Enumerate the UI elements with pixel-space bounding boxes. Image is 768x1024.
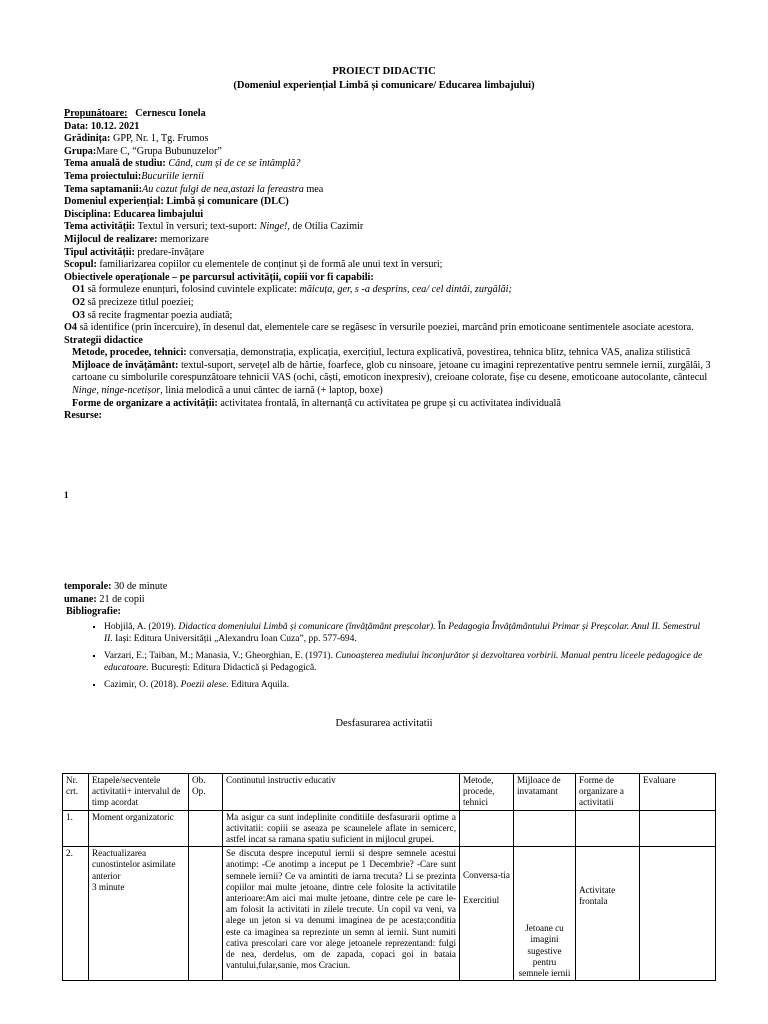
row1-nr: 1. [63, 810, 89, 847]
gradinita-value: GPP, Nr. 1, Tg. Frumos [112, 133, 209, 145]
tema-anuala-line [64, 158, 714, 171]
grupa-value: Mare C, “Grupa Bubunuzelor” [96, 145, 222, 157]
tema-activitatii-author: de Otilia Cazimir [292, 221, 364, 233]
grupa-line [64, 146, 714, 159]
objective-o3-text: să recite fragmentar poezia audiată; [87, 309, 233, 321]
propunatoare-label: Propunătoare: [64, 108, 128, 119]
bib-publisher: București: Editura Didactică și Pedagogică. [151, 663, 317, 674]
header-metode: Metode, procede, tehnici [460, 774, 514, 811]
gradinita-line [64, 133, 714, 146]
tema-saptamanii-line [64, 184, 714, 197]
bib-title: Cunoașterea mediului înconjurător și dezvoltarea vorbirii. Manual pentru liceele pedagogice de educatoare. [104, 650, 703, 674]
bibliography-item [104, 621, 704, 646]
bibliography-item [104, 679, 704, 692]
tema-saptamanii-suffix: mea [306, 183, 324, 195]
tipul-value: predare-învățare [137, 246, 205, 258]
objective-o1-text: să formuleze enunțuri, folosind cuvintele explicate: [87, 284, 297, 296]
header-continut: Continutul instructiv educativ [223, 774, 460, 811]
umane-value: 21 de copii [99, 593, 145, 605]
bib-publisher: Iași: Editura Universității „Alexandru Ioan Cuza”, pp. 577-694. [115, 634, 357, 645]
table-row [63, 847, 716, 981]
metode-line [64, 347, 714, 360]
row2-mijloace [514, 847, 576, 981]
propunatoare-line [64, 108, 714, 121]
data-line [64, 121, 714, 134]
objective-o4-text: să identifice (prin încercuire), în desenul dat, elementele care se regăsesc în versurile poeziei, marcând prin emoticoane sentimentele asociate acestora. [79, 322, 694, 334]
strategii-heading: Strategii didactice [64, 334, 143, 346]
row2-mijloace-text: Jetoane cu imagini sugestive pentru semnele iernii [518, 923, 571, 979]
resources-info [64, 581, 714, 606]
row2-metode [460, 847, 514, 981]
objective-o3 [64, 310, 714, 323]
objective-o4 [64, 322, 714, 347]
tema-proiectului-line [64, 171, 714, 184]
forme-value: activitatea frontală, în alternanță cu activitatea pe grupe și cu activitatea individuală [220, 397, 561, 409]
bibliography-heading [64, 606, 704, 619]
tema-proiectului-value: Bucuriile iernii [141, 170, 204, 182]
objective-o2 [64, 297, 714, 310]
header-info [64, 108, 714, 423]
row1-ob [189, 810, 223, 847]
row2-forme [576, 847, 640, 981]
row1-metode [460, 810, 514, 847]
mijlocul-line [64, 234, 714, 247]
mijlocul-label: Mijlocul de realizare: [64, 233, 158, 245]
row2-forme-text: Activitate frontala [579, 885, 616, 907]
grupa-label: Grupa: [64, 145, 97, 157]
row1-mijloace [514, 810, 576, 847]
row1-continut: Ma asigur ca sunt indeplinite conditiile desfasurarii optime a activitatii: copiii se aseaza pe scaunelele aflate in semicerc, astfel incat sa ramana spatiu suficient in mijlocul grupei. [223, 810, 460, 847]
mijloace-label: Mijloace de învățământ: [72, 359, 179, 371]
domeniul-value: experiențial: Limbă și comunicare (DLC) [109, 196, 289, 208]
header-etapa: Etapele/secventele activitatii+ intervalul de timp acordat [89, 774, 189, 811]
mijloace-song: Ninge, ninge-ncetișor [72, 385, 161, 397]
row2-metode-exercitiul: Exercitiul [463, 895, 500, 906]
objective-o4-code: O4 [64, 322, 78, 334]
resurse-line [64, 410, 714, 423]
scopul-line [64, 259, 714, 272]
bib-author: Varzari, E.; Taiban, M.; Manasia, V.; Gheorghian, E. (1971). [104, 650, 333, 661]
row2-etapa [89, 847, 189, 981]
forme-label: Forme de organizare a activității: [72, 397, 218, 409]
tipul-label: Tipul activității: [64, 246, 135, 258]
objective-o1 [64, 284, 714, 297]
resurse-label: Resurse: [64, 410, 102, 422]
header-mijloace: Mijloace de invatamant [514, 774, 576, 811]
bibliography-label: Bibliografie: [66, 606, 121, 617]
row1-etapa: Moment organizatoric [89, 810, 189, 847]
bibliography-item [104, 650, 704, 675]
tipul-line [64, 247, 714, 260]
umane-label: umane: [64, 593, 97, 605]
tema-activitatii-line [64, 221, 714, 234]
data-label: Data: [64, 120, 89, 132]
bib-title: Poezii alese. [180, 679, 229, 690]
tema-saptamanii-label: Tema saptamanii: [64, 183, 143, 195]
temporale-label: temporale: [64, 581, 112, 592]
bib-publisher: Editura Aquila. [231, 679, 290, 690]
bibliography [64, 606, 704, 696]
row2-ob [189, 847, 223, 981]
obiective-label: Obiectivele operaționale – pe parcursul activității, copiii vor fi capabili: [64, 271, 374, 283]
table-caption: Desfasurarea activitatii [335, 718, 433, 729]
domeniul-line [64, 196, 714, 209]
mijloace-value: textul-suport, servețel alb de hârtie, foarfece, glob cu ninsoare, jetoane cu imagini reprezentative pentru semnele iernii, zurgălăi, 3 cartoane cu simbolurile corespunzătoare tehnicii VAS (ochi, căști, emoticon inexpresiv), creioane colorate, fișe cu desene, emoticoane autocolante, cântecul [72, 359, 711, 384]
temporale-line [64, 581, 714, 594]
scopul-label: Scopul: [64, 259, 97, 271]
disciplina-value: Educarea limbajului [113, 208, 204, 220]
data-value: 10.12. 2021 [90, 120, 140, 132]
objective-o1-code: O1 [72, 284, 86, 296]
propunatoare-value: Cernescu Ionela [135, 108, 206, 119]
tema-activitatii-poem: Ninge!, [259, 221, 290, 233]
gradinita-label: Grădinița: [64, 133, 111, 145]
row2-etapa-time: 3 minute [92, 881, 125, 892]
row2-evaluare [640, 847, 716, 981]
row1-evaluare [640, 810, 716, 847]
row1-forme [576, 810, 640, 847]
objective-o3-code: O3 [72, 309, 86, 321]
header-ob: Ob. Op. [189, 774, 223, 811]
bib-book: Pedagogia Învățământului Primar și Preșcolar. Anul II. Semestrul II. [104, 621, 701, 645]
table-header-row [63, 774, 716, 811]
row2-nr: 2. [63, 847, 89, 981]
mijlocul-value: memorizare [160, 233, 209, 245]
table-row [63, 810, 716, 847]
metode-value: conversația, demonstrația, explicația, exercițiul, lectura explicativă, povestirea, tehnica blitz, tehnica VAS, analiza stilistică [189, 347, 691, 359]
obiective-heading [64, 272, 714, 285]
objective-o1-words: măicuța, ger, s -a desprins, cea/ cel dintâi, zurgălăi; [299, 284, 512, 296]
forme-line [64, 398, 714, 411]
header-nr: Nr. crt. [63, 774, 89, 811]
row2-continut: Se discuta despre inceputul iernii si despre semnele acestui anotimp: -Ce anotimp a inceput pe 1 Decembrie? -Care sunt semnele iernii? Ce va amintiti de iarna trecuta? Li se prezinta copiilor mai multe jetoane, dintre cele folosite la activitatile anterioare:Am aici mai multe jetoane, dintre cele pe care le-am folosit la activitati in zilele trecute. Un copil va veni, va alege un jeton si va denumi imaginea de pe acesta;conditia este ca imaginea sa reprezinte un semn al iernii. Sunt numiti cativa prescolari care vor alege jetoanele reprezentand: fulgi de nea, derdelus, om de zapada, copaci goi in bataia vantului,fular,sanie, mos Craciun. [223, 847, 460, 981]
bib-connector: În [437, 621, 446, 632]
header-evaluare: Evaluare [640, 774, 716, 811]
tema-saptamanii-value: Au cazut fulgi de nea,astazi la fereastra [142, 183, 304, 195]
scopul-value: familiarizarea copiilor cu elementele de conținut și de formă ale unui text în versuri; [99, 259, 443, 271]
temporale-value: 30 de minute [114, 581, 168, 592]
mijloace-line [64, 360, 714, 398]
tema-anuala-value: Când, cum și de ce se întâmplă? [168, 158, 301, 170]
bib-author: Hobjilă, A. (2019). [104, 621, 177, 632]
metode-label: Metode, procedee, tehnici: [72, 347, 187, 359]
document-subtitle: (Domeniul experiențial Limbă și comunicare/ Educarea limbajului) [233, 80, 535, 91]
objective-o2-text: să precizeze titlul poeziei; [87, 296, 194, 308]
bibliography-list [64, 621, 704, 692]
header-forme: Forme de organizare a activitatii [576, 774, 640, 811]
umane-line [64, 594, 714, 607]
disciplina-label: Disciplina: [64, 208, 111, 220]
page-number: 1 [64, 490, 69, 500]
bib-title: Didactica domeniului Limbă și comunicare (învățământ preșcolar). [178, 621, 436, 632]
row2-etapa-name: Reactualizarea cunostintelor asimilate anterior [92, 848, 176, 881]
objective-o2-code: O2 [72, 296, 86, 308]
bib-author: Cazimir, O. (2018). [104, 679, 179, 690]
tema-activitatii-label: Tema activității: [64, 221, 136, 233]
domeniul-label: Domeniul [64, 196, 107, 208]
tema-activitatii-value: Textul în versuri; text-suport: [137, 221, 258, 233]
document-title: PROIECT DIDACTIC [332, 66, 436, 77]
mijloace-tail: , linia melodică a unui cântec de iarnă (+ laptop, boxe) [160, 385, 383, 397]
tema-proiectului-label: Tema proiectului: [64, 170, 142, 182]
disciplina-line [64, 209, 714, 222]
activity-table [62, 773, 716, 981]
tema-anuala-label: Tema anuală de studiu: [64, 158, 166, 170]
row2-metode-conversatia: Conversa-tia [463, 870, 510, 881]
